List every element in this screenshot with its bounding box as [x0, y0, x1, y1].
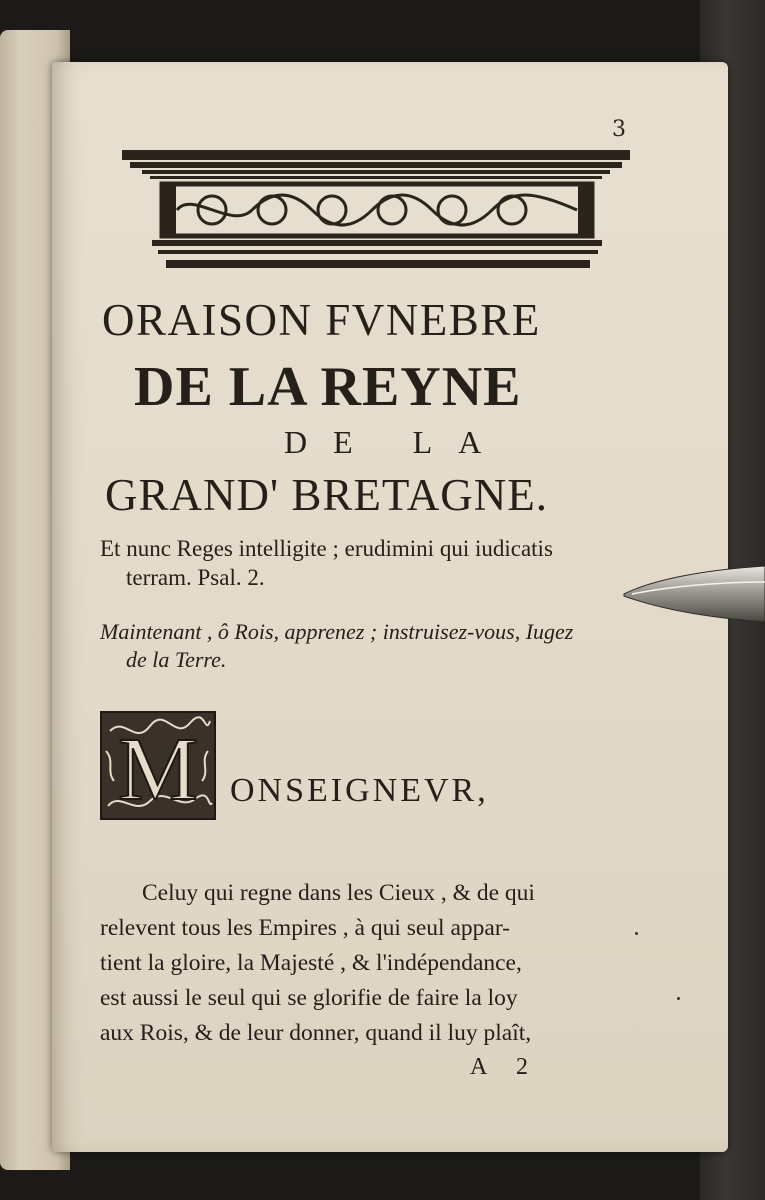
ink-speck [677, 997, 680, 1000]
ink-speck [635, 932, 638, 935]
salutation: ONSEIGNEVR, [230, 772, 489, 809]
epigraph-latin-line-1: Et nunc Reges intelligite ; erudimini qui iudicatis [100, 536, 553, 561]
body-line: Celuy qui regne dans les Cieux , & de qui [142, 880, 535, 906]
epigraph-latin-line-2: terram. Psal. 2. [126, 565, 265, 590]
body-line: est aussi le seul qui se glorifie de faire la loy [100, 985, 518, 1011]
ornamental-headpiece [122, 150, 630, 274]
body-line: relevent tous les Empires , à qui seul appar- [100, 915, 510, 941]
knife-blade [622, 562, 765, 628]
initial-letter: M [117, 720, 199, 819]
epigraph-french-line-1: Maintenant , ô Rois, apprenez ; instruisez-vous, Iugez [100, 619, 574, 644]
body-line: aux Rois, & de leur donner, quand il luy plaît, [100, 1020, 532, 1046]
title-line-1: ORAISON FVNEBRE [102, 295, 541, 345]
title-line-4: GRAND' BRETAGNE. [105, 470, 548, 520]
decorated-initial-m [100, 711, 216, 820]
body-line: tient la gloire, la Majesté , & l'indépendance, [100, 950, 522, 976]
signature-mark: A 2 [470, 1054, 541, 1080]
page-number: 3 [612, 117, 626, 142]
epigraph-french-line-2: de la Terre. [126, 647, 227, 672]
title-line-3: DE LA [284, 424, 508, 460]
title-line-2: DE LA REYNE [134, 356, 522, 418]
